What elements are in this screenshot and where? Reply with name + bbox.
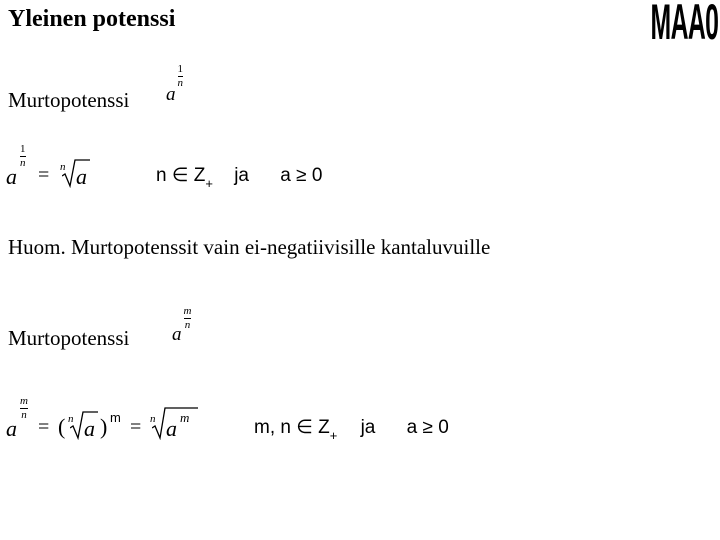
formula-exp-num: m xyxy=(20,395,28,407)
paren-close: ) xyxy=(100,414,108,439)
equals-sign-2: = xyxy=(130,416,142,438)
cond-variable: n xyxy=(156,165,167,186)
root-index: n xyxy=(60,161,66,173)
condition-1 xyxy=(156,164,322,191)
equals-sign: = xyxy=(38,416,50,438)
logo: MAA0 xyxy=(650,0,718,50)
exponent-denominator: n xyxy=(184,319,191,331)
root-body: a xyxy=(76,164,87,189)
cond-nonnegative: a ≥ 0 xyxy=(406,417,449,438)
page-title: Yleinen potenssi xyxy=(8,6,176,32)
ja-word: ja xyxy=(360,417,376,438)
set-z: Z xyxy=(193,165,206,186)
formula-exp-den: n xyxy=(21,409,27,421)
root-index-2: n xyxy=(150,413,156,425)
base-a: a xyxy=(166,84,176,105)
exponent-denominator: n xyxy=(177,77,183,89)
root-body-2-base: a xyxy=(166,416,177,441)
ja-word: ja xyxy=(234,165,249,186)
formula-exp-den: n xyxy=(20,157,26,169)
element-of-symbol: ∈ xyxy=(296,417,313,438)
section-label-1: Murtopotenssi xyxy=(8,88,130,112)
cond-nonnegative: a ≥ 0 xyxy=(280,165,323,186)
fraction-power-2 xyxy=(172,306,191,346)
paren-open: ( xyxy=(58,414,66,439)
note-text: Huom. Murtopotenssit vain ei-negatiivisille kantaluvuille xyxy=(8,235,491,259)
formula-base: a xyxy=(6,164,17,189)
section-label-2: Murtopotenssi xyxy=(8,326,130,350)
cond-variable: m, n xyxy=(254,417,291,438)
fraction-power-1 xyxy=(166,64,183,106)
formula-exp-num: 1 xyxy=(20,143,26,155)
set-z: Z xyxy=(318,417,330,438)
base-a: a xyxy=(172,324,182,345)
formula-2 xyxy=(6,396,206,440)
set-subscript: + xyxy=(205,176,213,191)
formula-base: a xyxy=(6,416,17,441)
exponent-numerator: m xyxy=(183,305,192,317)
equals-sign: = xyxy=(38,164,50,186)
root-body: a xyxy=(84,416,95,441)
root-body-2-exp: m xyxy=(180,410,190,425)
exponent-numerator: 1 xyxy=(177,63,183,75)
set-subscript: + xyxy=(329,428,338,443)
element-of-symbol: ∈ xyxy=(171,165,189,186)
outer-power: m xyxy=(110,410,121,425)
root-index: n xyxy=(68,413,74,425)
condition-2 xyxy=(254,416,449,443)
